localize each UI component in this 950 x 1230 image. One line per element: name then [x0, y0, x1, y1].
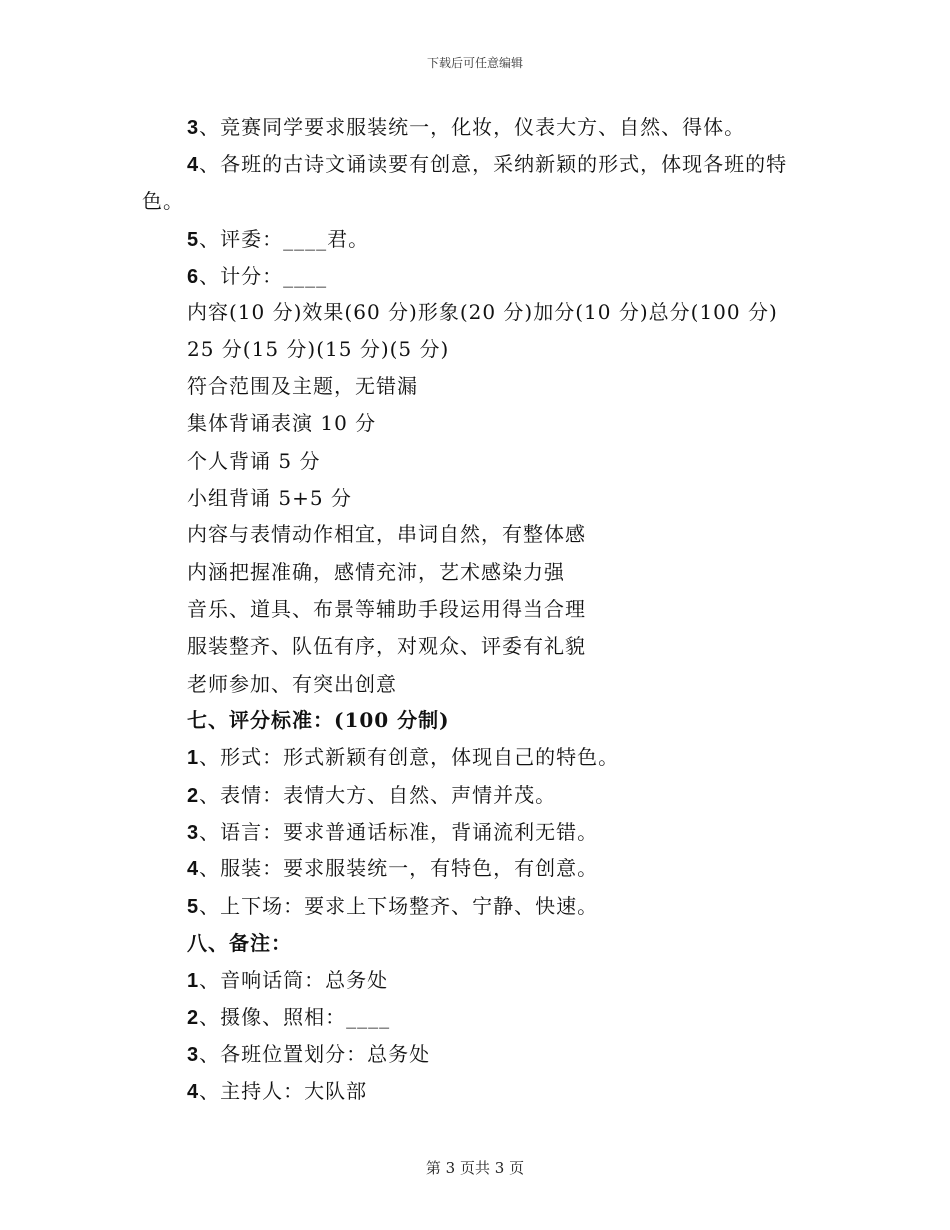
- text-line: [187, 522, 586, 546]
- line-text: 色。: [142, 189, 184, 213]
- text-line: [187, 672, 397, 696]
- line-text: 、表情：表情大方、自然、声情并茂。: [199, 783, 557, 807]
- text-line: [187, 1042, 430, 1067]
- text-line: [187, 264, 327, 289]
- line-text: 、各班的古诗文诵读要有创意，采纳新颖的形式，体现各班的特: [199, 152, 788, 176]
- line-text: 七、评分标准：(100 分制): [187, 708, 450, 732]
- text-line: [187, 374, 418, 398]
- text-line: [187, 597, 586, 621]
- line-text: 、各班位置划分：总务处: [199, 1042, 431, 1066]
- line-text: 、语言：要求普通话标准，背诵流利无错。: [199, 820, 599, 844]
- item-number: 3: [187, 117, 200, 139]
- section-heading: [187, 931, 292, 955]
- text-line: [187, 1005, 390, 1030]
- page-header: 下载后可任意编辑: [426, 56, 523, 70]
- text-line: [187, 745, 619, 770]
- line-text: 、音响话筒：总务处: [199, 968, 389, 992]
- item-number: 4: [187, 1081, 200, 1103]
- line-text: 、形式：形式新颖有创意，体现自己的特色。: [199, 745, 620, 769]
- text-line: [187, 856, 598, 881]
- page-footer: 第 3 页共 3 页: [425, 1159, 525, 1177]
- line-text: 25 分(15 分)(15 分)(5 分): [187, 337, 450, 361]
- text-line: [187, 227, 369, 252]
- text-line: [187, 486, 352, 510]
- line-text: 服装整齐、队伍有序，对观众、评委有礼貌: [187, 634, 586, 658]
- section-heading: [187, 708, 450, 732]
- item-number: 2: [187, 785, 200, 807]
- text-line: [187, 115, 745, 140]
- item-number: 2: [187, 1007, 200, 1029]
- item-number: 5: [187, 896, 200, 918]
- text-line: [187, 1079, 367, 1104]
- line-text: 、竞赛同学要求服装统一，化妆，仪表大方、自然、得体。: [199, 115, 746, 139]
- text-line: [187, 783, 556, 808]
- text-line: [187, 634, 586, 658]
- line-text: 八、备注：: [187, 931, 292, 955]
- line-text: 符合范围及主题，无错漏: [187, 374, 418, 398]
- item-number: 5: [187, 229, 200, 251]
- line-text: 、摄像、照相：____: [199, 1005, 391, 1029]
- line-text: 、主持人：大队部: [199, 1079, 368, 1103]
- text-line: [187, 968, 388, 993]
- line-text: 、评委：____君。: [199, 227, 370, 251]
- line-text: 内涵把握准确，感情充沛，艺术感染力强: [187, 560, 565, 584]
- line-text: 老师参加、有突出创意: [187, 672, 397, 696]
- text-line: [187, 337, 449, 361]
- line-text: 、上下场：要求上下场整齐、宁静、快速。: [199, 894, 599, 918]
- item-number: 4: [187, 154, 200, 176]
- text-line: [187, 152, 787, 177]
- text-line: [187, 820, 598, 845]
- text-line: [187, 300, 778, 324]
- line-text: 内容与表情动作相宜，串词自然，有整体感: [187, 522, 586, 546]
- text-line: [187, 560, 565, 584]
- text-line: [187, 894, 598, 919]
- text-line: [187, 411, 376, 435]
- item-number: 3: [187, 1044, 200, 1066]
- item-number: 4: [187, 858, 200, 880]
- line-text: 集体背诵表演 10 分: [187, 411, 377, 435]
- line-text: 内容(10 分)效果(60 分)形象(20 分)加分(10 分)总分(100 分): [187, 300, 778, 324]
- item-number: 1: [187, 747, 200, 769]
- line-text: 、计分：____: [199, 264, 328, 288]
- item-number: 6: [187, 266, 200, 288]
- text-line: [187, 449, 320, 473]
- item-number: 3: [187, 822, 200, 844]
- line-text: 小组背诵 5+5 分: [187, 486, 352, 510]
- text-line: [142, 189, 184, 213]
- item-number: 1: [187, 970, 200, 992]
- line-text: 音乐、道具、布景等辅助手段运用得当合理: [187, 597, 586, 621]
- line-text: 、服装：要求服装统一，有特色，有创意。: [199, 856, 599, 880]
- line-text: 个人背诵 5 分: [187, 449, 321, 473]
